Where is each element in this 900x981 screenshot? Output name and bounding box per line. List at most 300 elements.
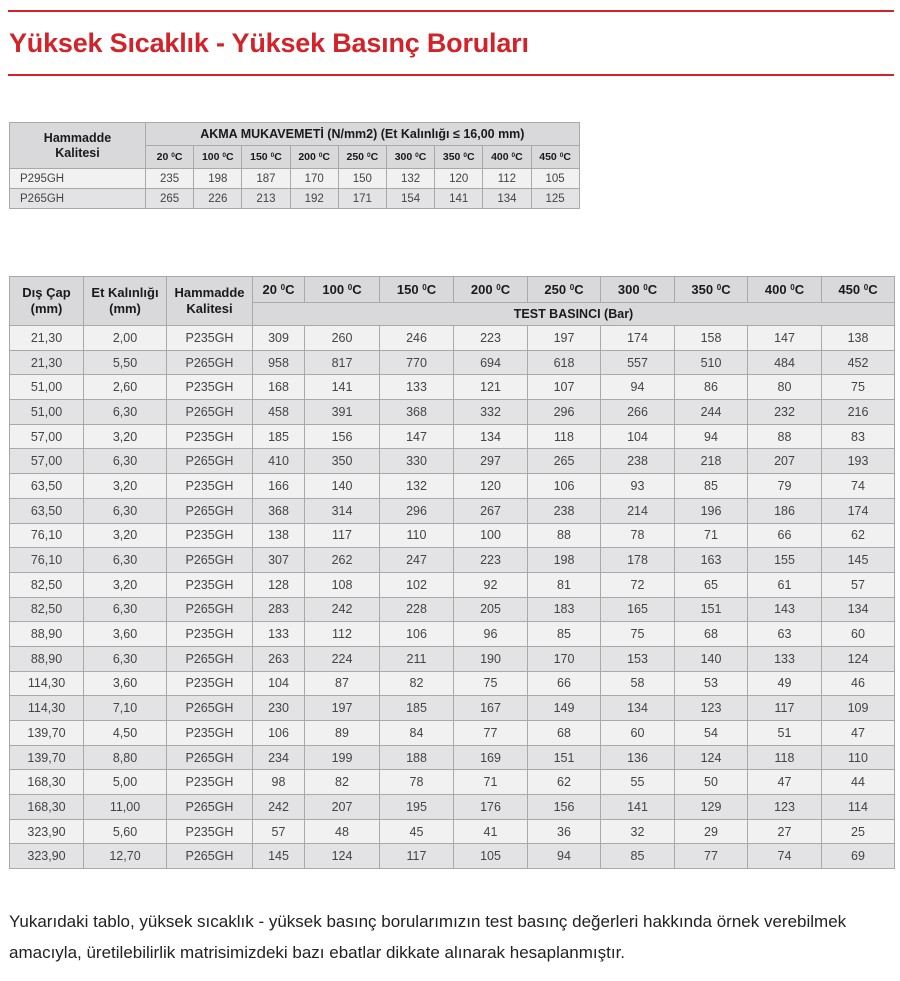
- grade-cell: P265GH: [167, 498, 253, 523]
- pressure-cell: 218: [675, 449, 748, 474]
- pressure-cell: 94: [528, 844, 601, 869]
- outer-diameter-header-text: Dış Çap (mm): [22, 285, 71, 316]
- degree-sign: 0: [422, 282, 427, 292]
- pressure-cell: 83: [822, 424, 895, 449]
- grade-cell: P265GH: [167, 400, 253, 425]
- temp-value: 400: [764, 281, 787, 297]
- pressure-cell: 93: [601, 474, 675, 499]
- grade-cell: P235GH: [167, 424, 253, 449]
- table-row: [10, 819, 895, 844]
- wall-thickness-cell: 3,20: [84, 572, 167, 597]
- temp-value: 350: [691, 281, 714, 297]
- degree-sign: 0: [559, 151, 564, 159]
- pressure-cell: 224: [305, 646, 380, 671]
- temp-unit: C: [352, 281, 362, 297]
- pressure-cell: 72: [601, 572, 675, 597]
- temp-header: [242, 146, 290, 169]
- pressure-cell: 47: [748, 770, 822, 795]
- temp-header: [748, 277, 822, 303]
- grade-cell: P265GH: [10, 189, 146, 209]
- pressure-cell: 129: [675, 795, 748, 820]
- grade-cell: P235GH: [167, 375, 253, 400]
- pressure-cell: 168: [253, 375, 305, 400]
- pressure-cell: 510: [675, 350, 748, 375]
- outer-diameter-cell: 88,90: [10, 622, 84, 647]
- outer-diameter-cell: 76,10: [10, 523, 84, 548]
- pressure-cell: 108: [305, 572, 380, 597]
- pressure-cell: 138: [822, 326, 895, 351]
- temp-unit: C: [274, 151, 282, 163]
- temp-value: 100: [322, 281, 345, 297]
- temp-unit: C: [285, 281, 295, 297]
- pressure-cell: 266: [601, 400, 675, 425]
- pressure-cell: 197: [528, 326, 601, 351]
- pressure-cell: 87: [305, 671, 380, 696]
- outer-diameter-cell: 63,50: [10, 498, 84, 523]
- temp-unit: C: [466, 151, 475, 163]
- pressure-cell: 92: [454, 572, 528, 597]
- temp-header: [454, 277, 528, 303]
- pressure-cell: 770: [380, 350, 454, 375]
- temp-value: 150: [250, 151, 268, 163]
- wall-thickness-cell: 3,60: [84, 671, 167, 696]
- temp-header: [290, 146, 338, 169]
- table-row: [10, 597, 895, 622]
- wall-thickness-cell: 7,10: [84, 696, 167, 721]
- grade-cell: P235GH: [167, 326, 253, 351]
- pressure-cell: 141: [305, 375, 380, 400]
- pressure-cell: 54: [675, 721, 748, 746]
- pressure-cell: 138: [253, 523, 305, 548]
- pressure-cell: 133: [748, 646, 822, 671]
- pressure-cell: 71: [454, 770, 528, 795]
- value-cell: 112: [483, 169, 531, 189]
- pressure-cell: 238: [601, 449, 675, 474]
- pressure-cell: 228: [380, 597, 454, 622]
- wall-thickness-cell: 6,30: [84, 449, 167, 474]
- pressure-cell: 145: [822, 548, 895, 573]
- pressure-cell: 332: [454, 400, 528, 425]
- table-row: [10, 326, 895, 351]
- pressure-cell: 47: [822, 721, 895, 746]
- pressure-cell: 68: [528, 721, 601, 746]
- degree-sign: 0: [511, 151, 516, 159]
- degree-sign: 0: [318, 151, 323, 159]
- pressure-cell: 314: [305, 498, 380, 523]
- wall-thickness-cell: 6,30: [84, 548, 167, 573]
- outer-diameter-cell: 63,50: [10, 474, 84, 499]
- pressure-cell: 176: [454, 795, 528, 820]
- temp-value: 400: [491, 151, 509, 163]
- pressure-cell: 117: [748, 696, 822, 721]
- pressure-cell: 75: [601, 622, 675, 647]
- pressure-cell: 85: [601, 844, 675, 869]
- pressure-cell: 44: [822, 770, 895, 795]
- top-rule: [8, 10, 894, 12]
- pressure-cell: 118: [748, 745, 822, 770]
- degree-sign: 0: [496, 282, 501, 292]
- pressure-cell: 307: [253, 548, 305, 573]
- pressure-cell: 77: [454, 721, 528, 746]
- test-pressure-header: TEST BASINCI (Bar): [253, 303, 895, 326]
- outer-diameter-cell: 57,00: [10, 449, 84, 474]
- degree-sign: 0: [716, 282, 722, 292]
- table-row: [10, 572, 895, 597]
- temp-header: [822, 277, 895, 303]
- outer-diameter-cell: 168,30: [10, 795, 84, 820]
- grade-header: [10, 123, 146, 169]
- pressure-cell: 98: [253, 770, 305, 795]
- pressure-cell: 114: [822, 795, 895, 820]
- value-cell: 132: [386, 169, 434, 189]
- value-cell: 235: [146, 169, 194, 189]
- table-row: [10, 721, 895, 746]
- temp-value: 20: [156, 151, 169, 163]
- pressure-cell: 94: [601, 375, 675, 400]
- pressure-cell: 132: [380, 474, 454, 499]
- pressure-cell: 188: [380, 745, 454, 770]
- pressure-cell: 106: [528, 474, 601, 499]
- pressure-cell: 118: [528, 424, 601, 449]
- temp-unit: C: [370, 151, 379, 163]
- temp-value: 100: [201, 151, 220, 163]
- pressure-cell: 60: [822, 622, 895, 647]
- pressure-cell: 66: [748, 523, 822, 548]
- grade-cell: P265GH: [167, 795, 253, 820]
- temp-value: 250: [544, 281, 567, 297]
- grade-cell: P265GH: [167, 548, 253, 573]
- pressure-cell: 62: [528, 770, 601, 795]
- pressure-cell: 211: [380, 646, 454, 671]
- pressure-cell: 185: [380, 696, 454, 721]
- pressure-cell: 958: [253, 350, 305, 375]
- value-cell: 120: [435, 169, 483, 189]
- pressure-cell: 297: [454, 449, 528, 474]
- pressure-cell: 149: [528, 696, 601, 721]
- value-cell: 141: [435, 189, 483, 209]
- temp-header: [528, 277, 601, 303]
- grade-cell: P235GH: [167, 474, 253, 499]
- pressure-cell: 50: [675, 770, 748, 795]
- wall-thickness-cell: 6,30: [84, 646, 167, 671]
- value-cell: 187: [242, 169, 290, 189]
- pressure-cell: 46: [822, 671, 895, 696]
- pressure-cell: 78: [601, 523, 675, 548]
- pressure-cell: 368: [380, 400, 454, 425]
- grade-cell: P265GH: [167, 745, 253, 770]
- pressure-cell: 156: [305, 424, 380, 449]
- pressure-cell: 117: [380, 844, 454, 869]
- outer-diameter-cell: 114,30: [10, 696, 84, 721]
- pressure-cell: 134: [822, 597, 895, 622]
- pressure-cell: 134: [454, 424, 528, 449]
- pressure-cell: 53: [675, 671, 748, 696]
- temp-header: [338, 146, 386, 169]
- degree-sign: 0: [366, 151, 371, 159]
- pressure-cell: 112: [305, 622, 380, 647]
- pressure-cell: 166: [253, 474, 305, 499]
- title-rule: [8, 74, 894, 76]
- temp-header: [380, 277, 454, 303]
- outer-diameter-cell: 82,50: [10, 597, 84, 622]
- pressure-cell: 193: [822, 449, 895, 474]
- pressure-cell: 155: [748, 548, 822, 573]
- pressure-cell: 85: [675, 474, 748, 499]
- grade-cell: P235GH: [167, 572, 253, 597]
- table-row: [10, 350, 895, 375]
- pressure-cell: 350: [305, 449, 380, 474]
- pressure-cell: 48: [305, 819, 380, 844]
- pressure-cell: 145: [253, 844, 305, 869]
- pressure-cell: 147: [748, 326, 822, 351]
- pressure-cell: 283: [253, 597, 305, 622]
- grade-cell: P235GH: [167, 819, 253, 844]
- pressure-cell: 100: [454, 523, 528, 548]
- pressure-cell: 242: [253, 795, 305, 820]
- pressure-cell: 296: [380, 498, 454, 523]
- pressure-cell: 199: [305, 745, 380, 770]
- pressure-cell: 45: [380, 819, 454, 844]
- table-row: [10, 622, 895, 647]
- pressure-cell: 263: [253, 646, 305, 671]
- grade-cell: P235GH: [167, 622, 253, 647]
- pressure-cell: 65: [675, 572, 748, 597]
- table-row: [10, 169, 580, 189]
- degree-sign: 0: [863, 282, 869, 292]
- degree-sign: 0: [280, 282, 286, 292]
- value-cell: 226: [194, 189, 242, 209]
- pressure-cell: 232: [748, 400, 822, 425]
- table-row: [10, 548, 895, 573]
- wall-thickness-cell: 3,20: [84, 424, 167, 449]
- pressure-cell: 170: [528, 646, 601, 671]
- pressure-cell: 82: [305, 770, 380, 795]
- footnote-line-2: amacıyla, üretilebilirlik matrisimizdeki bazı ebatlar dikkate alınarak hesaplanmıştır.: [9, 943, 626, 962]
- pressure-cell: 117: [305, 523, 380, 548]
- pressure-cell: 260: [305, 326, 380, 351]
- degree-sign: 0: [790, 282, 795, 292]
- value-cell: 170: [290, 169, 338, 189]
- temp-value: 300: [617, 281, 640, 297]
- pressure-cell: 133: [253, 622, 305, 647]
- pressure-cell: 110: [380, 523, 454, 548]
- pressure-cell: 25: [822, 819, 895, 844]
- temp-header: [531, 146, 579, 169]
- pressure-cell: 247: [380, 548, 454, 573]
- pressure-cell: 123: [675, 696, 748, 721]
- temp-value: 150: [396, 281, 419, 297]
- pressure-cell: 71: [675, 523, 748, 548]
- pressure-cell: 242: [305, 597, 380, 622]
- wall-thickness-cell: 5,00: [84, 770, 167, 795]
- outer-diameter-cell: 139,70: [10, 721, 84, 746]
- grade-cell: P235GH: [167, 523, 253, 548]
- outer-diameter-cell: 57,00: [10, 424, 84, 449]
- wall-thickness-cell: 6,30: [84, 498, 167, 523]
- pressure-cell: 75: [454, 671, 528, 696]
- pressure-cell: 81: [528, 572, 601, 597]
- pressure-cell: 262: [305, 548, 380, 573]
- pressure-cell: 57: [253, 819, 305, 844]
- pressure-cell: 186: [748, 498, 822, 523]
- pressure-cell: 223: [454, 326, 528, 351]
- pressure-cell: 330: [380, 449, 454, 474]
- pressure-cell: 78: [380, 770, 454, 795]
- table-row: [10, 523, 895, 548]
- pressure-cell: 265: [528, 449, 601, 474]
- pressure-cell: 817: [305, 350, 380, 375]
- pressure-cell: 58: [601, 671, 675, 696]
- outer-diameter-cell: 323,90: [10, 819, 84, 844]
- pressure-cell: 104: [601, 424, 675, 449]
- pressure-cell: 158: [675, 326, 748, 351]
- table-row: [10, 770, 895, 795]
- outer-diameter-cell: 323,90: [10, 844, 84, 869]
- pressure-cell: 185: [253, 424, 305, 449]
- temp-unit: C: [500, 281, 511, 297]
- value-cell: 105: [531, 169, 579, 189]
- outer-diameter-cell: 21,30: [10, 350, 84, 375]
- degree-sign: 0: [569, 282, 575, 292]
- degree-sign: 0: [643, 282, 648, 292]
- pressure-cell: 79: [748, 474, 822, 499]
- pressure-cell: 105: [454, 844, 528, 869]
- temp-unit: C: [226, 151, 234, 163]
- pressure-cell: 104: [253, 671, 305, 696]
- pressure-cell: 141: [601, 795, 675, 820]
- pressure-cell: 452: [822, 350, 895, 375]
- pressure-cell: 124: [822, 646, 895, 671]
- pressure-cell: 68: [675, 622, 748, 647]
- pressure-cell: 458: [253, 400, 305, 425]
- pressure-cell: 77: [675, 844, 748, 869]
- pressure-cell: 96: [454, 622, 528, 647]
- degree-sign: 0: [270, 151, 275, 159]
- value-cell: 154: [386, 189, 434, 209]
- grade-cell: P235GH: [167, 770, 253, 795]
- outer-diameter-cell: 76,10: [10, 548, 84, 573]
- wall-thickness-cell: 8,80: [84, 745, 167, 770]
- temp-value: 20: [262, 281, 277, 297]
- pressure-cell: 156: [528, 795, 601, 820]
- pressure-cell: 49: [748, 671, 822, 696]
- pressure-cell: 88: [748, 424, 822, 449]
- grade-cell: P265GH: [167, 646, 253, 671]
- pressure-cell: 74: [822, 474, 895, 499]
- temp-header: [253, 277, 305, 303]
- yield-strength-header: AKMA MUKAVEMETİ (N/mm2) (Et Kalınlığı ≤ 16,00 mm): [146, 123, 580, 146]
- table-row: [10, 189, 580, 209]
- table-row: [10, 375, 895, 400]
- wall-thickness-cell: 3,20: [84, 523, 167, 548]
- value-cell: 198: [194, 169, 242, 189]
- table-row: [10, 424, 895, 449]
- pressure-cell: 190: [454, 646, 528, 671]
- pressure-cell: 74: [748, 844, 822, 869]
- wall-thickness-cell: 5,60: [84, 819, 167, 844]
- wall-thickness-cell: 2,60: [84, 375, 167, 400]
- temp-header: [435, 146, 483, 169]
- temp-unit: C: [647, 281, 658, 297]
- pressure-cell: 136: [601, 745, 675, 770]
- temp-unit: C: [868, 281, 878, 297]
- grade-cell: P235GH: [167, 721, 253, 746]
- wall-thickness-cell: 3,20: [84, 474, 167, 499]
- outer-diameter-cell: 82,50: [10, 572, 84, 597]
- temp-header: [194, 146, 242, 169]
- wall-thickness-cell: 6,30: [84, 400, 167, 425]
- pressure-cell: 88: [528, 523, 601, 548]
- value-cell: 265: [146, 189, 194, 209]
- degree-sign: 0: [347, 282, 353, 292]
- temp-unit: C: [563, 151, 571, 163]
- grade-header: [167, 277, 253, 326]
- footnote: [9, 906, 899, 968]
- temp-unit: C: [426, 281, 437, 297]
- table-row: [10, 474, 895, 499]
- pressure-cell: 41: [454, 819, 528, 844]
- temp-unit: C: [721, 281, 731, 297]
- table-row: [10, 498, 895, 523]
- pressure-cell: 69: [822, 844, 895, 869]
- pressure-cell: 183: [528, 597, 601, 622]
- value-cell: 125: [531, 189, 579, 209]
- grade-cell: P235GH: [167, 671, 253, 696]
- pressure-cell: 94: [675, 424, 748, 449]
- degree-sign: 0: [415, 151, 419, 159]
- table-row: [10, 745, 895, 770]
- pressure-cell: 143: [748, 597, 822, 622]
- pressure-cell: 153: [601, 646, 675, 671]
- pressure-cell: 89: [305, 721, 380, 746]
- value-cell: 150: [338, 169, 386, 189]
- pressure-cell: 244: [675, 400, 748, 425]
- pressure-cell: 167: [454, 696, 528, 721]
- wall-thickness-cell: 6,30: [84, 597, 167, 622]
- pressure-cell: 694: [454, 350, 528, 375]
- outer-diameter-cell: 168,30: [10, 770, 84, 795]
- pressure-cell: 123: [748, 795, 822, 820]
- yield-strength-table: [9, 122, 580, 209]
- pressure-cell: 267: [454, 498, 528, 523]
- pressure-cell: 85: [528, 622, 601, 647]
- pressure-cell: 230: [253, 696, 305, 721]
- pressure-cell: 121: [454, 375, 528, 400]
- pressure-cell: 207: [305, 795, 380, 820]
- value-cell: 213: [242, 189, 290, 209]
- pressure-cell: 197: [305, 696, 380, 721]
- pressure-cell: 296: [528, 400, 601, 425]
- pressure-cell: 61: [748, 572, 822, 597]
- table-row: [10, 795, 895, 820]
- pressure-cell: 178: [601, 548, 675, 573]
- degree-sign: 0: [222, 151, 227, 159]
- pressure-cell: 410: [253, 449, 305, 474]
- pressure-cell: 484: [748, 350, 822, 375]
- pressure-cell: 51: [748, 721, 822, 746]
- outer-diameter-cell: 114,30: [10, 671, 84, 696]
- table-row: [10, 449, 895, 474]
- grade-cell: P265GH: [167, 449, 253, 474]
- pressure-cell: 140: [675, 646, 748, 671]
- pressure-cell: 246: [380, 326, 454, 351]
- pressure-cell: 120: [454, 474, 528, 499]
- table-row: [10, 696, 895, 721]
- grade-cell: P265GH: [167, 696, 253, 721]
- pressure-cell: 32: [601, 819, 675, 844]
- pressure-cell: 174: [601, 326, 675, 351]
- temp-value: 300: [394, 151, 413, 163]
